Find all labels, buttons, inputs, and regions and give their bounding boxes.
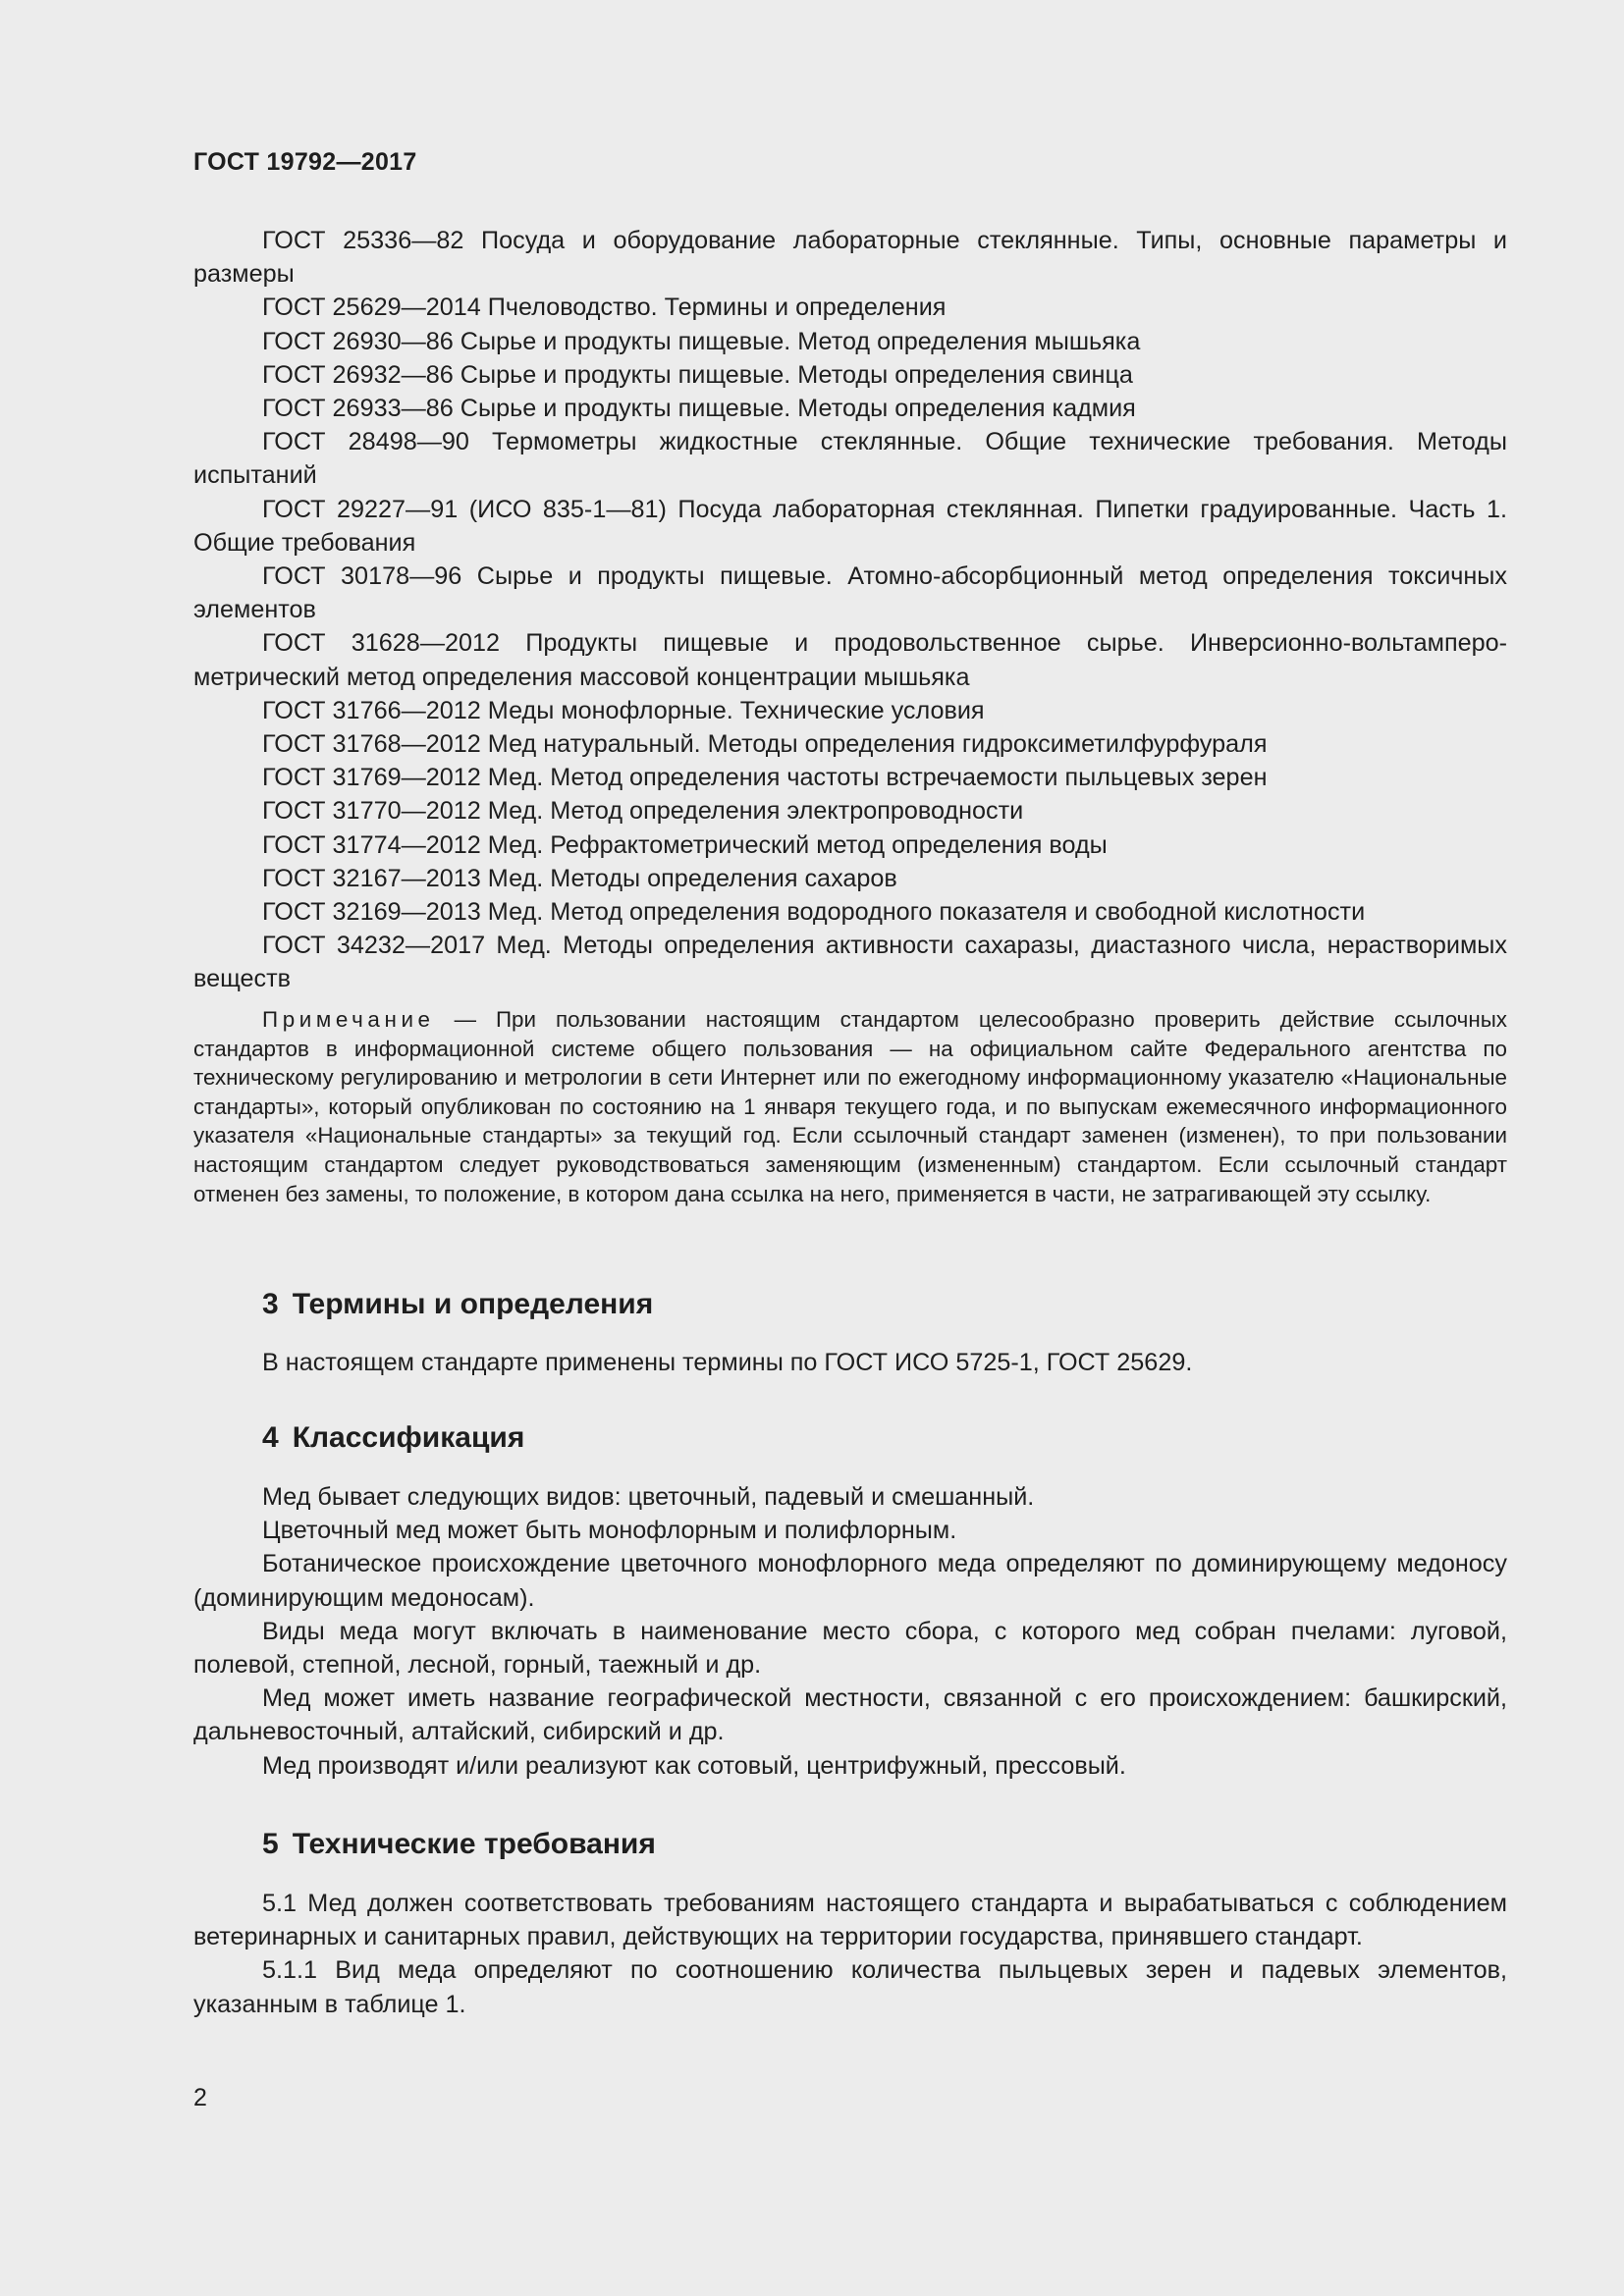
- paragraph: Виды меда могут включать в наименование место сбора, с которого мед собран пчелами: луговой, полевой, степной, лесной, горный, таежный и др.: [193, 1617, 1507, 1680]
- reference-item: ГОСТ 32167—2013 Мед. Методы определения сахаров: [262, 864, 897, 892]
- reference-item: ГОСТ 26933—86 Сырье и продукты пищевые. Методы определения кадмия: [262, 395, 1136, 423]
- reference-item: ГОСТ 26930—86 Сырье и продукты пищевые. Метод определения мышьяка: [262, 327, 1141, 355]
- paragraph: 5.1 Мед должен соответствовать требованиям настоящего стандарта и вырабатываться с соблюдением ветеринарных и санитарных правил, действующих на территории государства, принявшего стандарт.: [193, 1890, 1507, 1951]
- paragraph: В настоящем стандарте применены термины по ГОСТ ИСО 5725-1, ГОСТ 25629.: [262, 1349, 1193, 1376]
- reference-item: ГОСТ 34232—2017 Мед. Методы определения активности сахаразы, диастазного числа, нерастворимых веществ: [193, 932, 1507, 993]
- reference-item: ГОСТ 31768—2012 Мед натуральный. Методы определения гидроксиметилфурфураля: [262, 730, 1268, 759]
- paragraph: Мед бывает следующих видов: цветочный, падевый и смешанный.: [262, 1483, 1035, 1511]
- reference-item: ГОСТ 25629—2014 Пчеловодство. Термины и определения: [262, 294, 947, 322]
- reference-note: [193, 1005, 1507, 1208]
- reference-item: ГОСТ 31774—2012 Мед. Рефрактометрический метод определения воды: [262, 830, 1108, 859]
- note-label: Примечание: [262, 1007, 435, 1032]
- paragraph: Ботаническое происхождение цветочного монофлорного меда определяют по доминирующему медоносу (доминирующим медоносам).: [193, 1550, 1507, 1612]
- reference-item: ГОСТ 31769—2012 Мед. Метод определения частоты встречаемости пыльцевых зерен: [262, 764, 1268, 792]
- reference-item: ГОСТ 25336—82 Посуда и оборудование лабораторные стеклянные. Типы, основные параметры и размеры: [193, 227, 1507, 289]
- section-title: Технические требования: [292, 1828, 656, 1860]
- note-text: — При пользовании настоящим стандартом целесообразно проверить действие ссылочных стандартов в информационной системе общего пользования — на официальном сайте Федерального агентства по техническому регулированию и метрологии в сети Интернет или по ежегодному информационному указателю «Национальные стандарты», который опубликован по состоянию на 1 января текущего года, и по выпускам ежемесячного информационного указателя «Национальные стандарты» за текущий год. Если ссылочный стандарт заменен (изменен), то при пользовании настоящим стандартом следует руководствоваться заменяющим (измененным) стандартом. Если ссылочный стандарт отменен без замены, то положение, в котором дана ссылка на него, применяется в части, не затрагивающей эту ссылку.: [193, 1007, 1507, 1206]
- section-5-heading: [262, 1827, 656, 1862]
- section-title: Термины и определения: [292, 1288, 654, 1320]
- reference-item: ГОСТ 30178—96 Сырье и продукты пищевые. Атомно-абсорбционный метод определения токсичных элементов: [193, 562, 1507, 624]
- section-5-body: [193, 1887, 1507, 2021]
- reference-item: ГОСТ 28498—90 Термометры жидкостные стеклянные. Общие технические требования. Методы испытаний: [193, 428, 1507, 490]
- section-3-heading: [262, 1287, 653, 1322]
- reference-item: ГОСТ 29227—91 (ИСО 835-1—81) Посуда лабораторная стеклянная. Пипетки градуированные. Часть 1. Общие требования: [193, 495, 1507, 557]
- reference-item: ГОСТ 26932—86 Сырье и продукты пищевые. Методы определения свинца: [262, 360, 1133, 389]
- paragraph: Цветочный мед может быть монофлорным и полифлорным.: [262, 1517, 957, 1545]
- section-number: 5: [262, 1828, 279, 1860]
- paragraph: Мед производят и/или реализуют как сотовый, центрифужный, прессовый.: [262, 1751, 1126, 1780]
- section-title: Классификация: [292, 1421, 525, 1454]
- normative-references-list: [193, 224, 1507, 996]
- running-header: ГОСТ 19792—2017: [193, 148, 417, 176]
- section-4-heading: [262, 1420, 524, 1456]
- section-4-body: [193, 1480, 1507, 1783]
- paragraph: 5.1.1 Вид меда определяют по соотношению количества пыльцевых зерен и падевых элементов, указанным в таблице 1.: [193, 1956, 1507, 2018]
- section-number: 4: [262, 1421, 279, 1454]
- section-3-body: [193, 1346, 1507, 1379]
- reference-item: ГОСТ 32169—2013 Мед. Метод определения водородного показателя и свободной кислотности: [262, 898, 1366, 927]
- reference-item: ГОСТ 31770—2012 Мед. Метод определения электропроводности: [262, 797, 1024, 826]
- section-number: 3: [262, 1288, 279, 1320]
- reference-item: ГОСТ 31628—2012 Продукты пищевые и продовольственное сырье. Инверсионно-вольтампеpoметрический метод определения массовой концентрации мышьяка: [193, 629, 1507, 691]
- reference-item: ГОСТ 31766—2012 Меды монофлорные. Технические условия: [262, 696, 985, 724]
- page-number: 2: [193, 2084, 207, 2111]
- paragraph: Мед может иметь название географической местности, связанной с его происхождением: башкирский, дальневосточный, алтайский, сибирский и др.: [193, 1684, 1507, 1746]
